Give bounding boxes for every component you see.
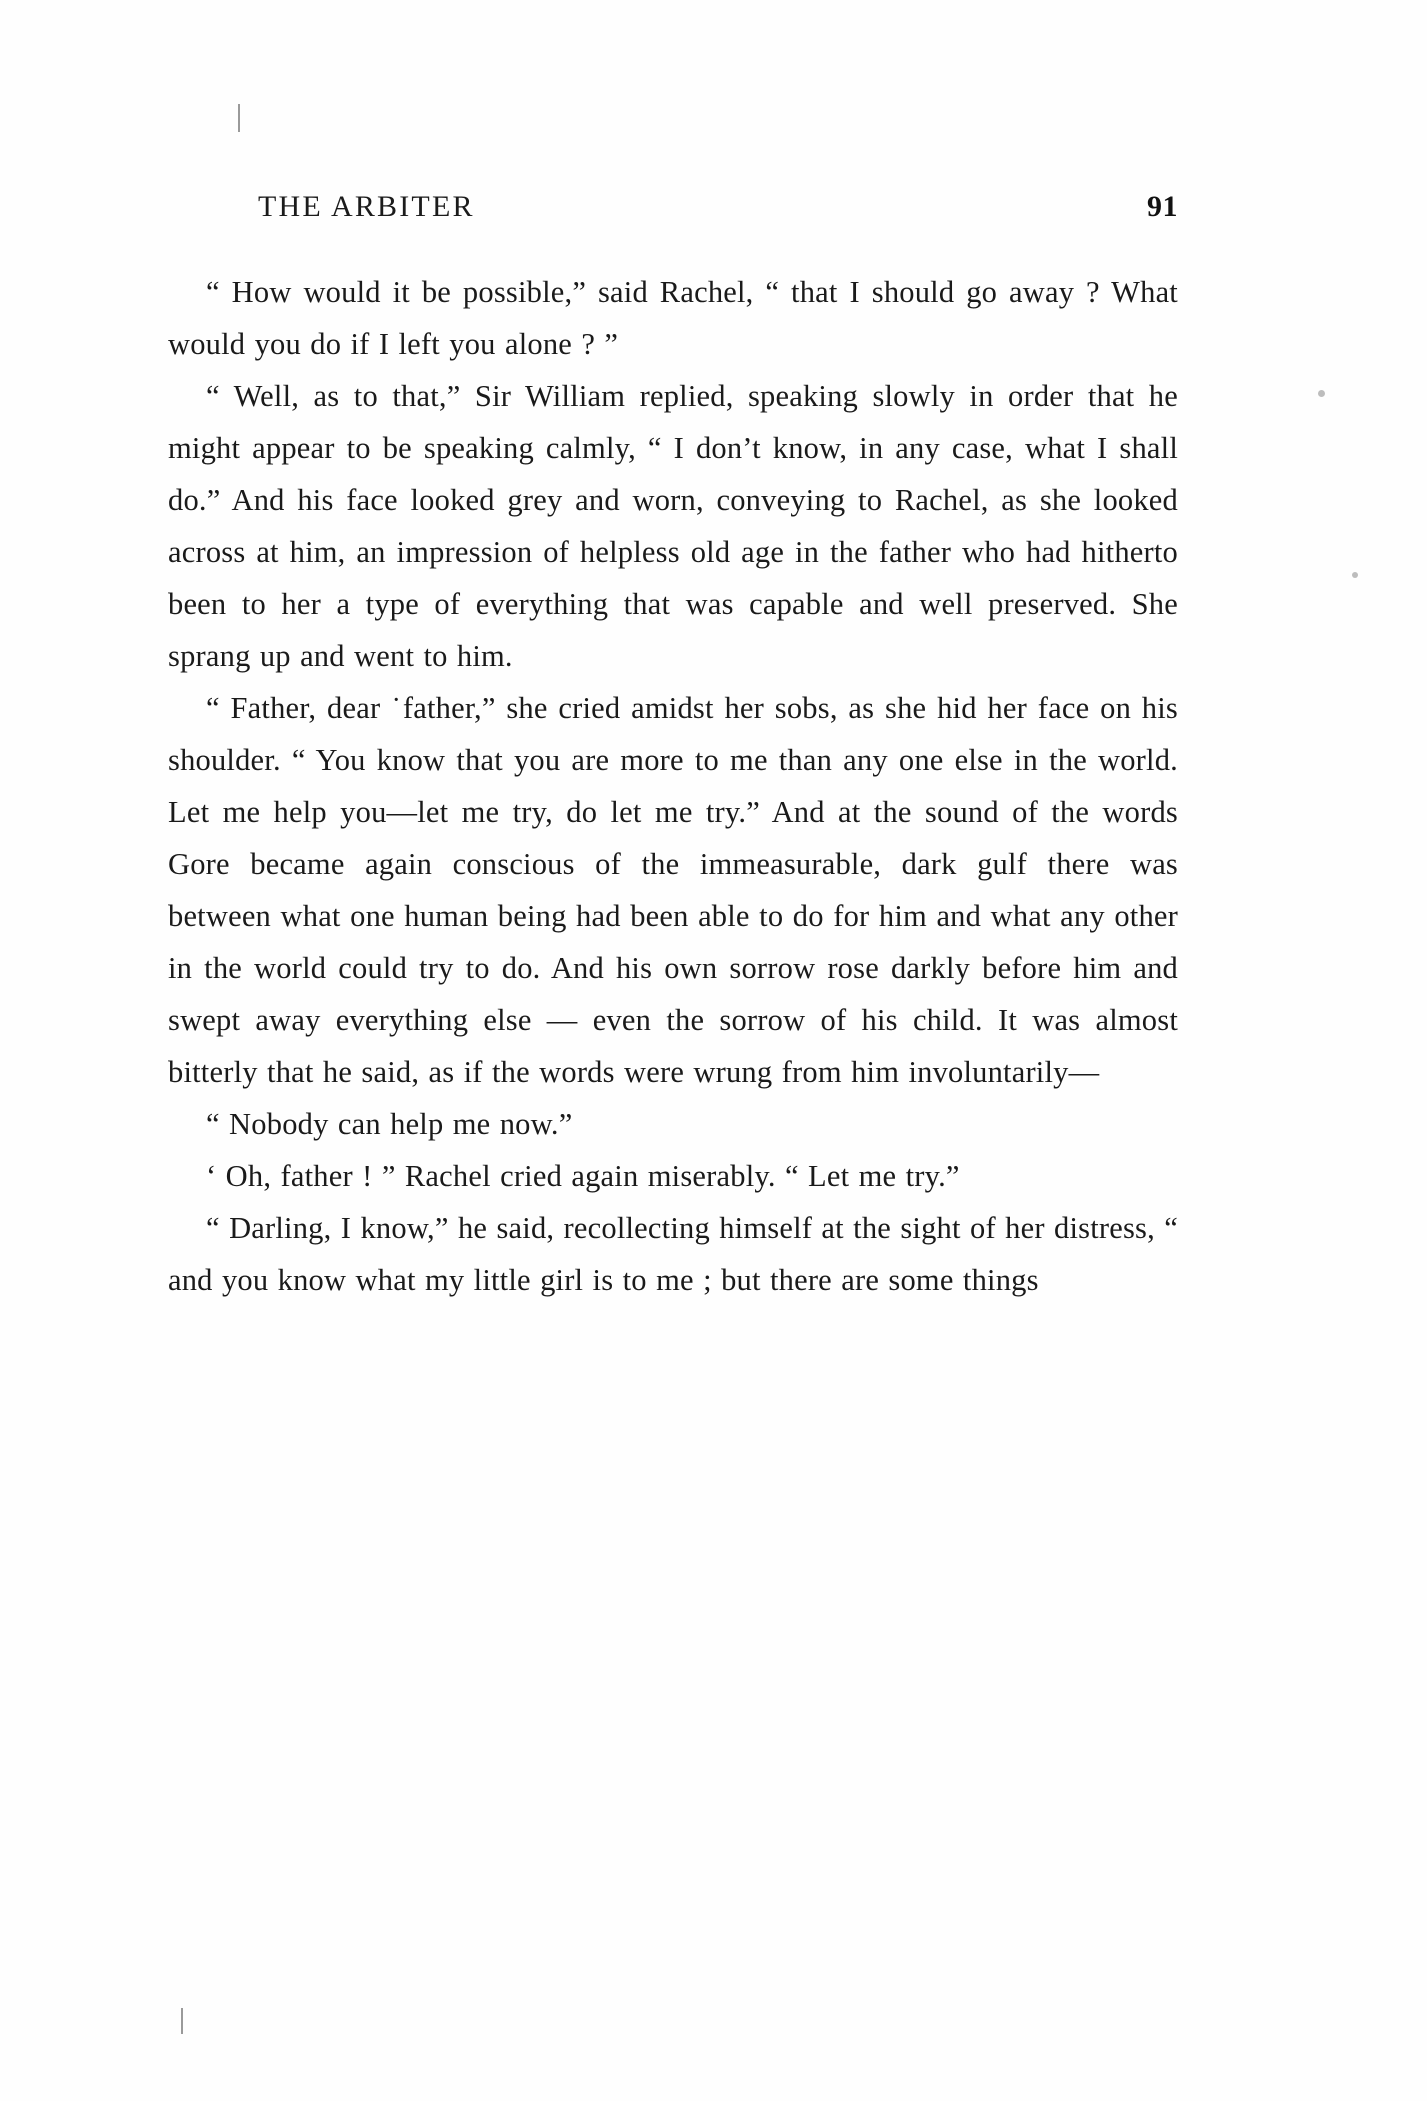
- page-edge-mark: [238, 104, 240, 132]
- paragraph: “ Darling, I know,” he said, recollecting himself at the sight of her distress, “ and you know what my little girl is to me ; but there are some things: [168, 1211, 1178, 1297]
- page-edge-mark: [181, 2008, 183, 2034]
- page-header: [168, 190, 1178, 224]
- running-title: THE ARBITER: [258, 190, 475, 223]
- paragraph: “ Well, as to that,” Sir William replied, speaking slowly in order that he might appear to be speaking calmly, “ I don’t know, in any case, what I shall do.” And his face looked grey and worn, conveying to Rachel, as she looked across at him, an impression of helpless old age in the father who had hitherto been to her a type of everything that was capable and well preserved. She sprang up and went to him.: [168, 379, 1178, 673]
- paragraph: “ Father, dear ˙father,” she cried amidst her sobs, as she hid her face on his shoulder. “ You know that you are more to me than any one else in the world. Let me help you—let me try, do let me try.” And at the sound of the words Gore became again conscious of the immeasurable, dark gulf there was between what one human being had been able to do for him and what any other in the world could try to do. And his own sorrow rose darkly before him and swept away everything else — even the sorrow of his child. It was almost bitterly that he said, as if the words were wrung from him involuntarily—: [168, 691, 1178, 1089]
- page-number: 91: [1147, 190, 1178, 223]
- body-text: [168, 266, 1178, 1306]
- paragraph: “ Nobody can help me now.”: [206, 1107, 573, 1141]
- scan-speck: [1318, 390, 1325, 397]
- paragraph: ‘ Oh, father ! ” Rachel cried again miserably. “ Let me try.”: [206, 1159, 960, 1193]
- scan-speck: [1352, 572, 1358, 578]
- paragraph: “ How would it be possible,” said Rachel, “ that I should go away ? What would you do if I left you alone ? ”: [168, 275, 1178, 361]
- page-content: [168, 190, 1178, 1306]
